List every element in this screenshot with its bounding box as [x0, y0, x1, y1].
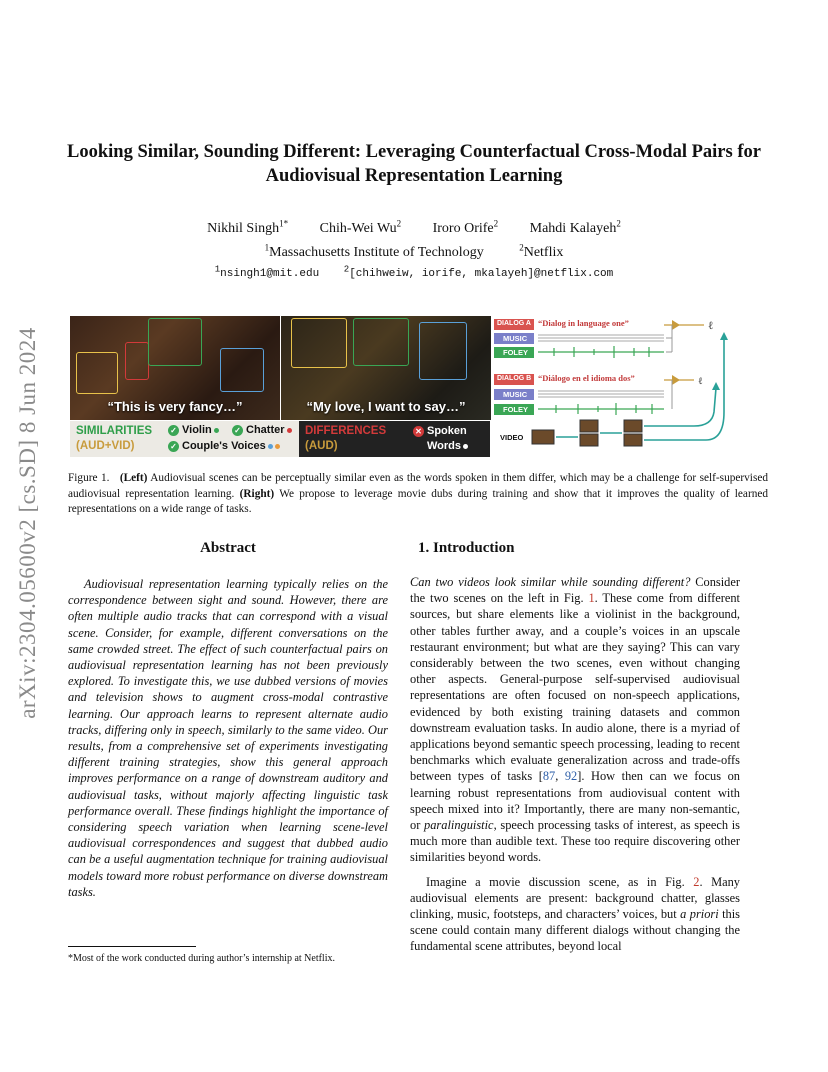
music-staff-a — [538, 335, 664, 341]
svg-text:ℓ: ℓ — [708, 320, 714, 332]
x-icon: ✕ — [413, 426, 424, 437]
affiliations — [60, 242, 768, 261]
arxiv-stamp: arXiv:2304.05600v2 [cs.SD] 8 Jun 2024 — [15, 327, 40, 719]
paper-title: Looking Similar, Sounding Different: Leveraging Counterfactual Cross-Modal Pairs for Audiovisual Representation Learning — [67, 142, 761, 186]
legend-chatter: ✓ Chatter — [232, 424, 292, 436]
abstract-text: Audiovisual representation learning typically relies on the correspondence between sight and sound. However, there are often multiple audio tracks that can correspond with a visual scene. Consider, for example, different conversations on the same crowded street. The effect of such counterfactual pairs on audiovisual representation learning has not been previously explored. To investigate this, we use dubbed versions of movies and television shows to augment cross-modal contrastive learning. Our approach learns to represent alternate audio tracks, differing only in speech, similarly to the same video. Our results, from a comprehensive set of experiments investigating different training strategies, show this general approach improves performance on a range of downstream auditory and audiovisual tasks, without majorly affecting linguistic task performance overall. These findings highlight the importance of considering speech variation when learning scene-level audiovisual correspondences and suggest that dubbed audio can be a useful augmentation technique for training audiovisual models toward more robust performance on diverse downstream tasks. — [68, 577, 388, 899]
music-staff-b — [538, 391, 664, 397]
bbox-couple — [76, 352, 118, 394]
bbox-table — [125, 342, 149, 380]
intro-text — [410, 574, 740, 955]
intro-paragraph: Imagine a movie discussion scene, as in Fig. 2. Many audiovisual elements are present: background chatter, glasses clinking, music, footsteps, and characters’ voices, but a priori this scene could contain many different dialogs without changing the fundamental scene attributes, beyond local — [410, 874, 740, 954]
figure-caption: Figure 1. (Left) Audiovisual scenes can be perceptually similar even as the words spoken in them differ, which may be a challenge for self-supervised audiovisual representation learning. (Right) We propose to leverage movie dubs during training and show that it improves the quality of learned representations on a wide range of tasks. — [68, 472, 769, 515]
email: $^2$[chihweiw, iorife, mkalayeh]@netflix.com — [343, 264, 614, 280]
affiliation: $^1$Massachusetts Institute of Technology — [264, 242, 484, 260]
intro-paragraph: Can two videos look similar while sounding different? Consider the two scenes on the left in Fig. 1. These come from different sources, but share elements like a violinist in the background, other tables further away, and a couple’s voices in an upscale restaurant environment; but what are they saying? This can vary considerably between the two scenes, even without changing other aspects. General-purpose self-supervised audiovisual representations are often focused on non-speech applications, evidenced by both existing training datasets and common downstream evaluation tasks. In audio alone, there is a myriad of applications beyond semantic speech processing, leading to recent benchmarks which evaluate generalization across and trade-offs between types of tasks [87, 92]. How then can we focus on learning robust representations from audiovisual content with speech mixed into it? Importantly, there are many non-semantic, or paralinguistic, speech processing tasks of interest, as speech is much more than audible text. These too require discovering other similarities beyond words. — [410, 575, 741, 865]
dialog-a-label: DIALOG A — [497, 320, 531, 327]
author: Nikhil Singh$^{1*}$ — [207, 218, 289, 236]
author-list — [60, 218, 768, 237]
legend-violin: ✓ Violin — [168, 424, 219, 436]
footnote: *Most of the work conducted during author’s internship at Netflix. — [68, 953, 335, 964]
scene-quote: “My love, I want to say…” — [306, 399, 466, 414]
legend-couples-voices: ✓ Couple's Voices — [168, 440, 280, 452]
music-label-b: MUSIC — [503, 390, 528, 399]
differences-box — [299, 421, 490, 457]
figure-legend — [70, 421, 490, 457]
foley-label-b: FOLEY — [503, 405, 529, 414]
music-label-a: MUSIC — [503, 334, 528, 343]
figure-scenes — [70, 316, 490, 416]
figure-ref[interactable]: 2 — [693, 874, 700, 889]
differences-label: DIFFERENCES (AUD) — [305, 425, 387, 452]
author: Chih-Wei Wu$^2$ — [319, 218, 402, 236]
emails — [60, 264, 768, 280]
bbox-person — [419, 322, 467, 380]
foley-label-a: FOLEY — [503, 348, 529, 357]
scene-image-left — [70, 316, 280, 420]
check-icon: ✓ — [232, 425, 243, 436]
figure-diagram — [494, 316, 764, 456]
dialog-b-label: DIALOG B — [497, 375, 532, 382]
scene-image-right — [281, 316, 491, 420]
similarities-label: SIMILARITIES (AUD+VID) — [76, 425, 153, 452]
video-label: VIDEO — [500, 433, 524, 442]
svg-text:ℓ: ℓ — [698, 376, 703, 387]
citation-link[interactable]: 92 — [564, 769, 578, 784]
intro-heading: 1. Introduction — [418, 540, 515, 556]
check-icon: ✓ — [168, 425, 179, 436]
legend-spoken-words: ✕ Spoken Words — [413, 424, 468, 454]
bbox-violin — [148, 318, 202, 366]
bbox-violin — [353, 318, 409, 366]
footnote-rule — [68, 946, 196, 947]
abstract-heading: Abstract — [200, 540, 256, 556]
waveform-foley-a — [538, 346, 664, 358]
scene-quote: “This is very fancy…” — [107, 399, 243, 414]
diagram-svg — [494, 316, 764, 456]
bbox-person — [220, 348, 264, 392]
figure-ref[interactable]: 1 — [588, 591, 595, 606]
author: Iroro Orife$^2$ — [432, 218, 499, 236]
author: Mahdi Kalayeh$^2$ — [529, 218, 621, 236]
waveform-foley-b — [538, 403, 664, 415]
bbox-chatter — [291, 318, 347, 368]
dialog-a-text: “Dialog in language one” — [538, 318, 629, 328]
citation-link[interactable]: 87 — [542, 769, 556, 784]
email: $^1$nsingh1@mit.edu — [214, 264, 320, 280]
check-icon: ✓ — [168, 441, 179, 452]
affiliation: $^2$Netflix — [519, 242, 564, 260]
dialog-b-text: “Diálogo en el idioma dos” — [538, 373, 635, 383]
